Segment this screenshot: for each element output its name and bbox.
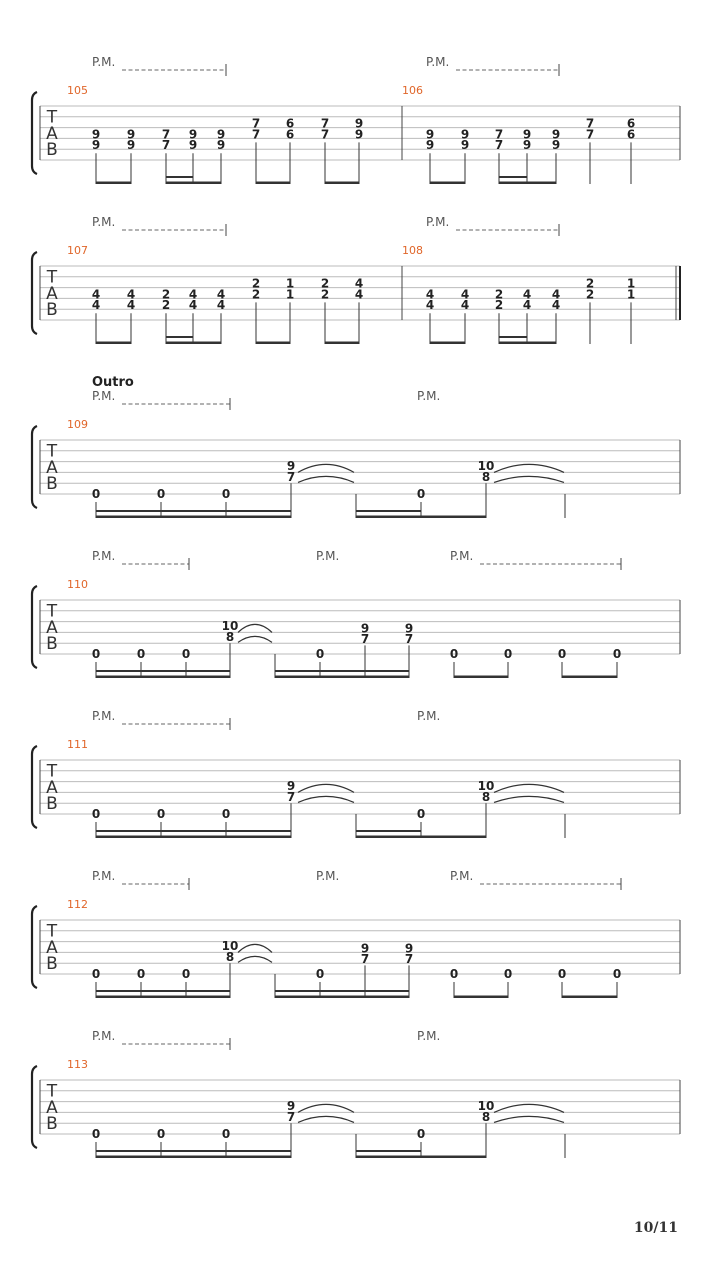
fret-number: 2 <box>494 287 504 302</box>
fret-number: 6 <box>285 116 295 131</box>
tab-letter-a: A <box>46 283 58 304</box>
measure-number: 111 <box>67 738 88 751</box>
fret-number: 0 <box>557 647 567 661</box>
fret-number: 0 <box>416 1127 426 1141</box>
fret-number: 7 <box>286 1110 296 1125</box>
fret-number: 0 <box>136 647 146 661</box>
beam <box>430 342 465 345</box>
fret-number: 2 <box>161 298 171 313</box>
beam <box>430 182 465 185</box>
fret-number: 10 <box>221 619 239 634</box>
tie-arc <box>494 1116 564 1122</box>
beam-secondary <box>356 510 421 512</box>
tie-arc <box>494 464 564 472</box>
fret-number: 7 <box>404 952 414 967</box>
fret-number: 6 <box>626 127 636 142</box>
beam <box>275 676 409 679</box>
measure-number: 106 <box>402 84 423 97</box>
beam <box>96 836 291 839</box>
fret-number: 2 <box>494 298 504 313</box>
tab-letter-b: B <box>46 474 58 495</box>
fret-number: 4 <box>551 287 561 302</box>
fret-number: 10 <box>477 779 495 794</box>
tie-arc <box>298 784 354 792</box>
tie-arc <box>494 476 564 482</box>
fret-number: 9 <box>286 1099 296 1114</box>
beam <box>256 182 290 185</box>
beam <box>356 836 486 839</box>
tab-letter-t: T <box>46 601 58 622</box>
palm-mute-label: P.M. <box>417 389 441 403</box>
measure-number: 105 <box>67 84 88 97</box>
beam-secondary <box>499 176 527 178</box>
palm-mute-label: P.M. <box>417 1029 441 1043</box>
tab-letter-a: A <box>46 617 58 638</box>
beam-secondary <box>499 336 527 338</box>
fret-number: 9 <box>126 138 136 153</box>
tie-arc <box>298 796 354 802</box>
tab-letter-t: T <box>46 441 58 462</box>
fret-number: 9 <box>522 138 532 153</box>
beam <box>454 996 508 999</box>
tab-letter-a: A <box>46 123 58 144</box>
fret-number: 9 <box>216 138 226 153</box>
fret-number: 4 <box>216 298 226 313</box>
fret-number: 8 <box>481 1110 491 1125</box>
fret-number: 0 <box>156 807 166 821</box>
fret-number: 4 <box>216 287 226 302</box>
fret-number: 4 <box>522 287 532 302</box>
tie-arc <box>494 796 564 802</box>
tie-arc <box>494 784 564 792</box>
fret-number: 2 <box>161 287 171 302</box>
fret-number: 4 <box>522 298 532 313</box>
fret-number: 9 <box>354 116 364 131</box>
tie-arc <box>238 944 272 952</box>
fret-number: 0 <box>612 967 622 981</box>
palm-mute-label: P.M. <box>92 55 116 69</box>
fret-number: 7 <box>494 127 504 142</box>
fret-number: 1 <box>285 287 295 302</box>
fret-number: 7 <box>161 138 171 153</box>
fret-number: 1 <box>626 287 636 302</box>
palm-mute-label: P.M. <box>92 549 116 563</box>
fret-number: 0 <box>136 967 146 981</box>
fret-number: 4 <box>188 298 198 313</box>
fret-number: 2 <box>585 287 595 302</box>
tab-letter-t: T <box>46 761 58 782</box>
beam <box>96 676 230 679</box>
palm-mute-label: P.M. <box>92 215 116 229</box>
system-bracket <box>32 92 37 174</box>
fret-number: 10 <box>477 1099 495 1114</box>
fret-number: 9 <box>404 621 414 636</box>
fret-number: 2 <box>585 276 595 291</box>
fret-number: 8 <box>225 630 235 645</box>
fret-number: 4 <box>460 298 470 313</box>
beam-secondary <box>96 510 291 512</box>
fret-number: 0 <box>416 487 426 501</box>
palm-mute-label: P.M. <box>92 1029 116 1043</box>
fret-number: 9 <box>404 941 414 956</box>
fret-number: 0 <box>221 807 231 821</box>
tab-letter-a: A <box>46 777 58 798</box>
fret-number: 7 <box>320 116 330 131</box>
beam <box>325 182 359 185</box>
fret-number: 0 <box>503 647 513 661</box>
beam <box>166 342 221 345</box>
measure-number: 112 <box>67 898 88 911</box>
tab-letter-b: B <box>46 140 58 161</box>
measure-number: 107 <box>67 244 88 257</box>
beam <box>96 516 291 519</box>
fret-number: 7 <box>161 127 171 142</box>
fret-number: 7 <box>360 952 370 967</box>
palm-mute-label: P.M. <box>316 869 340 883</box>
beam-secondary <box>96 830 291 832</box>
fret-number: 9 <box>425 127 435 142</box>
tab-letter-t: T <box>46 1081 58 1102</box>
fret-number: 2 <box>320 276 330 291</box>
beam-secondary <box>96 1150 291 1152</box>
tab-letter-t: T <box>46 267 58 288</box>
beam <box>562 996 617 999</box>
beam-secondary <box>96 670 230 672</box>
fret-number: 0 <box>449 647 459 661</box>
beam <box>356 516 486 519</box>
tie-arc <box>298 1116 354 1122</box>
fret-number: 7 <box>251 116 261 131</box>
fret-number: 9 <box>360 941 370 956</box>
fret-number: 0 <box>503 967 513 981</box>
beam <box>256 342 290 345</box>
palm-mute-label: P.M. <box>92 709 116 723</box>
fret-number: 10 <box>477 459 495 474</box>
fret-number: 0 <box>449 967 459 981</box>
tab-letter-t: T <box>46 921 58 942</box>
fret-number: 6 <box>285 127 295 142</box>
fret-number: 9 <box>551 138 561 153</box>
system-bracket <box>32 426 37 508</box>
fret-number: 4 <box>188 287 198 302</box>
section-label: Outro <box>92 375 134 390</box>
fret-number: 9 <box>188 138 198 153</box>
beam-secondary <box>275 990 409 992</box>
tie-arc <box>238 636 272 642</box>
fret-number: 2 <box>320 287 330 302</box>
fret-number: 0 <box>91 1127 101 1141</box>
fret-number: 8 <box>481 470 491 485</box>
system-bracket <box>32 252 37 334</box>
fret-number: 0 <box>181 647 191 661</box>
beam <box>96 996 230 999</box>
beam-secondary <box>166 336 193 338</box>
palm-mute-label: P.M. <box>92 389 116 403</box>
tab-letter-a: A <box>46 457 58 478</box>
palm-mute-label: P.M. <box>450 869 474 883</box>
beam <box>356 1156 486 1159</box>
beam <box>499 342 556 345</box>
fret-number: 2 <box>251 287 261 302</box>
fret-number: 4 <box>126 298 136 313</box>
fret-number: 4 <box>91 298 101 313</box>
palm-mute-label: P.M. <box>417 709 441 723</box>
tab-letter-b: B <box>46 300 58 321</box>
fret-number: 0 <box>91 647 101 661</box>
fret-number: 0 <box>315 647 325 661</box>
beam <box>96 342 131 345</box>
fret-number: 9 <box>91 127 101 142</box>
fret-number: 9 <box>286 459 296 474</box>
beam <box>562 676 617 679</box>
fret-number: 9 <box>360 621 370 636</box>
fret-number: 7 <box>360 632 370 647</box>
tie-arc <box>494 1104 564 1112</box>
tie-arc <box>238 624 272 632</box>
fret-number: 7 <box>585 116 595 131</box>
fret-number: 7 <box>286 470 296 485</box>
fret-number: 9 <box>460 127 470 142</box>
fret-number: 9 <box>91 138 101 153</box>
palm-mute-label: P.M. <box>426 55 450 69</box>
fret-number: 6 <box>626 116 636 131</box>
beam <box>96 182 131 185</box>
fret-number: 9 <box>216 127 226 142</box>
fret-number: 0 <box>91 807 101 821</box>
tab-letter-a: A <box>46 1097 58 1118</box>
fret-number: 0 <box>181 967 191 981</box>
fret-number: 4 <box>126 287 136 302</box>
measure-number: 108 <box>402 244 423 257</box>
palm-mute-label: P.M. <box>426 215 450 229</box>
fret-number: 8 <box>481 790 491 805</box>
fret-number: 0 <box>156 1127 166 1141</box>
fret-number: 9 <box>460 138 470 153</box>
fret-number: 7 <box>404 632 414 647</box>
beam <box>454 676 508 679</box>
tie-arc <box>298 1104 354 1112</box>
tie-arc <box>298 464 354 472</box>
fret-number: 1 <box>626 276 636 291</box>
beam-secondary <box>356 1150 421 1152</box>
fret-number: 2 <box>251 276 261 291</box>
beam <box>275 996 409 999</box>
palm-mute-label: P.M. <box>450 549 474 563</box>
tab-letter-b: B <box>46 794 58 815</box>
fret-number: 4 <box>551 298 561 313</box>
measure-number: 110 <box>67 578 88 591</box>
tab-letter-b: B <box>46 1114 58 1135</box>
fret-number: 0 <box>221 487 231 501</box>
fret-number: 7 <box>251 127 261 142</box>
fret-number: 9 <box>126 127 136 142</box>
fret-number: 9 <box>551 127 561 142</box>
fret-number: 7 <box>320 127 330 142</box>
beam <box>96 1156 291 1159</box>
fret-number: 1 <box>285 276 295 291</box>
fret-number: 0 <box>91 967 101 981</box>
page-number: 10/11 <box>633 1220 678 1236</box>
fret-number: 7 <box>286 790 296 805</box>
fret-number: 4 <box>354 276 364 291</box>
fret-number: 4 <box>425 287 435 302</box>
beam-secondary <box>96 990 230 992</box>
measure-number: 113 <box>67 1058 88 1071</box>
fret-number: 4 <box>425 298 435 313</box>
system-bracket <box>32 1066 37 1148</box>
fret-number: 9 <box>286 779 296 794</box>
fret-number: 0 <box>612 647 622 661</box>
beam <box>325 342 359 345</box>
fret-number: 4 <box>354 287 364 302</box>
tab-letter-t: T <box>46 107 58 128</box>
system-bracket <box>32 906 37 988</box>
fret-number: 4 <box>460 287 470 302</box>
fret-number: 0 <box>557 967 567 981</box>
fret-number: 4 <box>91 287 101 302</box>
beam <box>499 182 556 185</box>
system-bracket <box>32 746 37 828</box>
system-bracket <box>32 586 37 668</box>
fret-number: 0 <box>91 487 101 501</box>
tab-letter-b: B <box>46 954 58 975</box>
fret-number: 7 <box>585 127 595 142</box>
fret-number: 9 <box>522 127 532 142</box>
fret-number: 9 <box>425 138 435 153</box>
beam-secondary <box>356 830 421 832</box>
fret-number: 0 <box>416 807 426 821</box>
fret-number: 9 <box>354 127 364 142</box>
fret-number: 0 <box>156 487 166 501</box>
tab-letter-a: A <box>46 937 58 958</box>
fret-number: 0 <box>221 1127 231 1141</box>
tab-letter-b: B <box>46 634 58 655</box>
fret-number: 8 <box>225 950 235 965</box>
fret-number: 7 <box>494 138 504 153</box>
tie-arc <box>298 476 354 482</box>
palm-mute-label: P.M. <box>92 869 116 883</box>
measure-number: 109 <box>67 418 88 431</box>
fret-number: 9 <box>188 127 198 142</box>
palm-mute-label: P.M. <box>316 549 340 563</box>
beam-secondary <box>275 670 409 672</box>
beam <box>166 182 221 185</box>
fret-number: 0 <box>315 967 325 981</box>
tie-arc <box>238 956 272 962</box>
fret-number: 10 <box>221 939 239 954</box>
beam-secondary <box>166 176 193 178</box>
